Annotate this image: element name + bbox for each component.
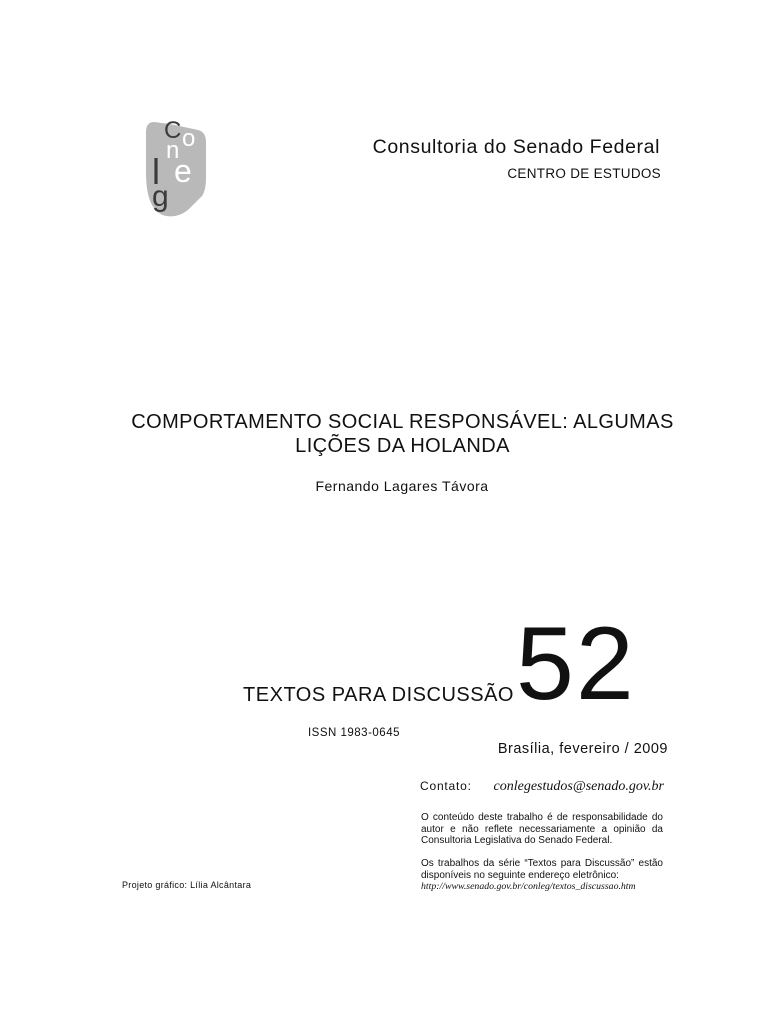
contact-label: Contato: — [420, 779, 472, 793]
conleg-logo — [140, 112, 218, 220]
logo-letter-e: e — [174, 153, 192, 189]
logo-letter-l: l — [152, 151, 160, 192]
availability-note — [421, 858, 663, 893]
availability-text: Os trabalhos da série “Textos para Discussão” estão disponíveis no seguinte endereço eletrônico: — [421, 858, 663, 881]
graphic-design-credit: Projeto gráfico: Lília Alcântara — [122, 880, 252, 890]
logo-letter-n: n — [166, 137, 180, 164]
series-number: 52 — [516, 606, 636, 722]
logo-letter-o: o — [182, 125, 196, 152]
logo-letter-c: C — [164, 117, 182, 144]
contact-email-link[interactable]: conlegestudos@senado.gov.br — [493, 779, 664, 794]
conleg-logo-graphic — [140, 112, 218, 220]
publication-date: Brasília, fevereiro / 2009 — [497, 741, 668, 757]
disclaimer-note: O conteúdo deste trabalho é de responsabilidade do autor e não reflete necessariamente a opinião da Consultoria Legislativa do Senado Federal. — [421, 812, 663, 846]
document-title: COMPORTAMENTO SOCIAL RESPONSÁVEL: ALGUMAS LIÇÕES DA HOLANDA — [131, 411, 674, 457]
department-name: CENTRO DE ESTUDOS — [507, 166, 661, 181]
series-label: TEXTOS PARA DISCUSSÃO — [243, 684, 514, 706]
logo-letter-g: g — [152, 180, 169, 213]
document-author: Fernando Lagares Távora — [315, 478, 489, 494]
series-url-link[interactable]: http://www.senado.gov.br/conleg/textos_discussao.htm — [421, 881, 636, 892]
contact-row — [420, 779, 664, 795]
issn: ISSN 1983-0645 — [307, 727, 400, 739]
organization-name: Consultoria do Senado Federal — [372, 136, 660, 158]
